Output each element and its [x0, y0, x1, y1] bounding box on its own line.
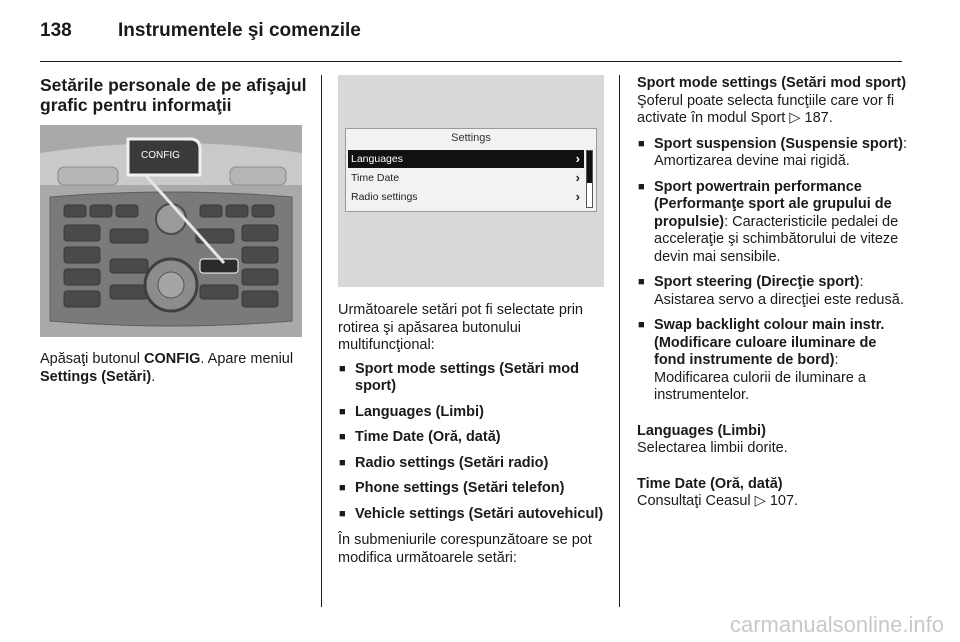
list-item: ■ Sport steering (Direcţie sport): Asistarea servo a direcţiei este redusă.	[637, 274, 907, 309]
settings-screen-illustration	[338, 75, 604, 287]
sport-intro: Şoferul poate selecta funcţiile care vor fi activate în modul Sport ▷ 187.	[637, 92, 895, 126]
list-item: ■ Vehicle settings (Setări autovehicul)	[338, 506, 604, 524]
settings-outro: În submeniurile corespunzătoare se pot modifica următoarele setări:	[338, 532, 592, 566]
column-2	[338, 75, 604, 567]
languages-text: Selectarea limbii dorite.	[637, 440, 788, 456]
list-item: ■ Phone settings (Setări telefon)	[338, 480, 604, 498]
list-item: ■ Languages (Limbi)	[338, 404, 604, 422]
list-item: ■ Swap backlight colour main instr. (Modificare culoare iluminare de fond instrumente de bord): Modificarea culorii de iluminare a instrumentelor.	[637, 317, 907, 405]
list-item: ■ Sport mode settings (Setări mod sport)	[338, 361, 604, 396]
console-photo	[40, 125, 302, 337]
scrollbar	[586, 150, 593, 208]
languages-heading: Languages (Limbi)	[637, 422, 766, 439]
chevron-right-icon: ›	[575, 170, 580, 185]
column-3	[637, 75, 907, 511]
settings-row: Radio settings ›	[351, 189, 580, 204]
page-header	[40, 20, 920, 60]
chevron-right-icon: ›	[575, 151, 580, 166]
settings-row: Time Date ›	[351, 170, 580, 185]
settings-display	[345, 128, 597, 212]
column-1	[40, 75, 310, 386]
list-item: ■ Time Date (Oră, dată)	[338, 429, 604, 447]
time-heading: Time Date (Oră, dată)	[637, 475, 783, 492]
reference-arrow-icon: ▷	[789, 110, 801, 126]
page-number: 138	[40, 20, 72, 41]
watermark: carmanualsonline.info	[729, 612, 944, 637]
settings-display-title: Settings	[451, 132, 491, 144]
section-title: Setările personale de pe afişajul grafic pentru informaţii	[40, 75, 307, 115]
chapter-title: Instrumentele şi comenzile	[118, 20, 361, 41]
settings-intro: Următoarele setări pot fi selectate prin rotirea şi apăsarea butonului multifuncţional:	[338, 302, 583, 353]
settings-row-selected: Languages ›	[348, 150, 584, 168]
column-divider-1	[321, 75, 322, 607]
list-item: ■ Radio settings (Setări radio)	[338, 455, 604, 473]
photo-caption: Apăsaţi butonul CONFIG. Apare meniul Settings (Setări).	[40, 351, 294, 385]
column-divider-2	[619, 75, 620, 607]
header-rule	[40, 61, 902, 62]
list-item: ■ Sport suspension (Suspensie sport): Amortizarea devine mai rigidă.	[637, 136, 907, 171]
reference-arrow-icon: ▷	[754, 493, 766, 509]
scrollbar-thumb	[587, 151, 592, 183]
sport-heading: Sport mode settings (Setări mod sport)	[637, 75, 907, 91]
time-text: Consultaţi Ceasul ▷ 107.	[637, 493, 799, 509]
list-item: ■ Sport powertrain performance (Performanţe sport ale grupului de propulsie): Caracteristicile pedalei de acceleraţie şi schimbătorului de viteze devin mai sensibile.	[637, 179, 907, 267]
chevron-right-icon: ›	[575, 189, 580, 204]
sport-options-list	[637, 136, 907, 405]
config-callout-label: CONFIG	[141, 150, 180, 161]
settings-list	[338, 361, 604, 524]
